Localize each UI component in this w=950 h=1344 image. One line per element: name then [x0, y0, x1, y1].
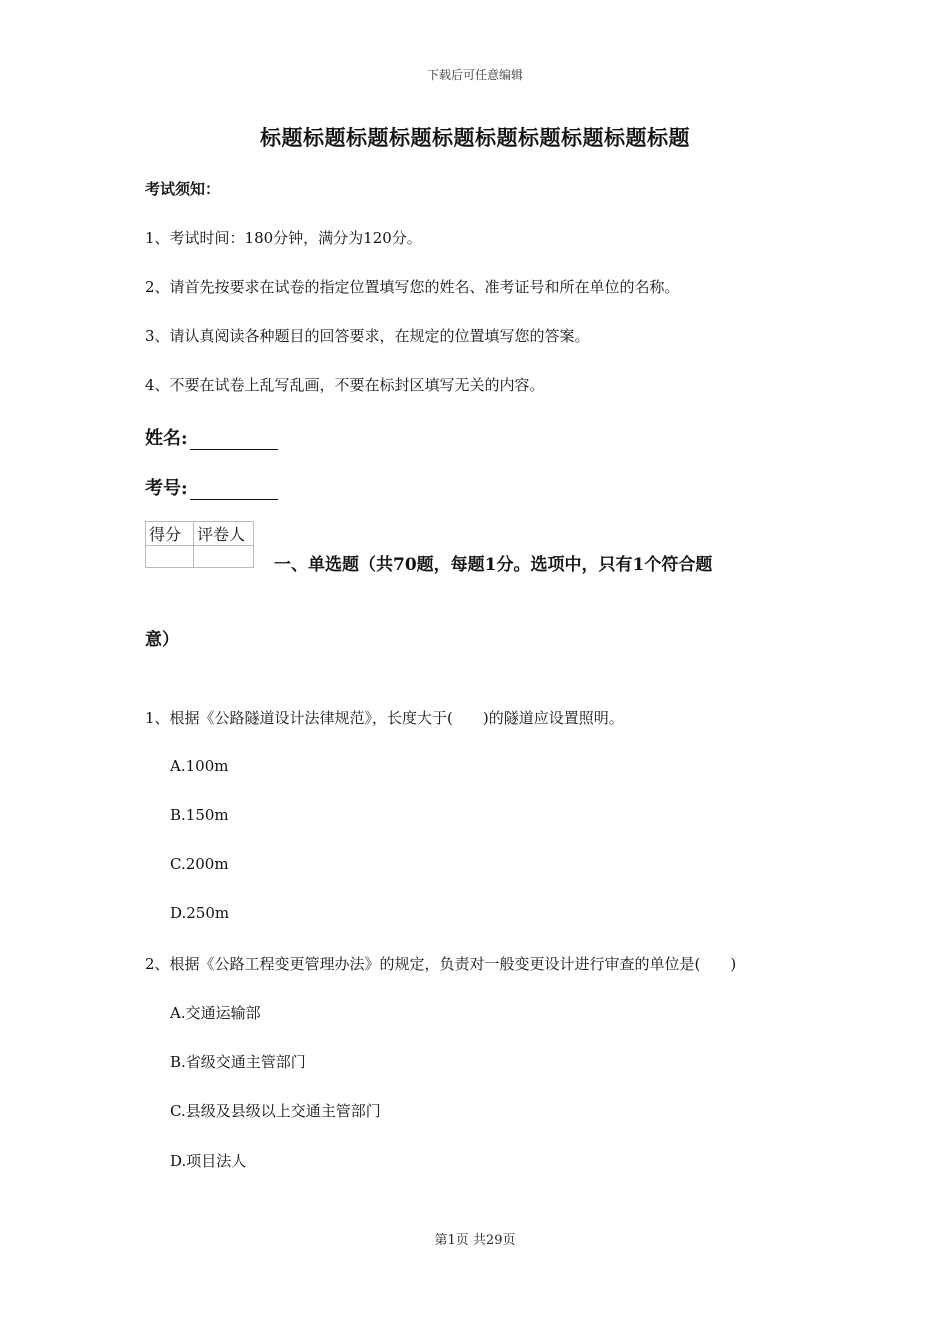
question-option[interactable]: D.项目法人	[170, 1152, 247, 1170]
question-option[interactable]: B.省级交通主管部门	[170, 1053, 306, 1071]
exam-id-field[interactable]	[145, 474, 278, 500]
name-label: 姓名:	[145, 428, 188, 449]
question-option[interactable]: A.交通运输部	[170, 1004, 261, 1022]
notice-heading: 考试须知：	[145, 180, 221, 198]
score-cell[interactable]	[146, 546, 194, 568]
section-heading-continued: 意）	[145, 630, 179, 650]
name-blank[interactable]	[190, 431, 278, 450]
notice-item: 3、请认真阅读各种题目的回答要求，在规定的位置填写您的答案。	[145, 327, 590, 345]
grader-header: 评卷人	[194, 522, 254, 546]
exam-id-blank[interactable]	[190, 481, 278, 500]
question-option[interactable]: C.县级及县级以上交通主管部门	[170, 1102, 381, 1120]
notice-item: 2、请首先按要求在试卷的指定位置填写您的姓名、准考证号和所在单位的名称。	[145, 278, 680, 296]
question-option[interactable]: A.100m	[170, 757, 229, 775]
question-option[interactable]: D.250m	[170, 904, 230, 922]
notice-item: 4、不要在试卷上乱写乱画，不要在标封区填写无关的内容。	[145, 376, 545, 394]
notice-item: 1、考试时间：180分钟，满分为120分。	[145, 229, 422, 247]
question-text: 1、根据《公路隧道设计法律规范》，长度大于( )的隧道应设置照明。	[145, 709, 624, 727]
score-table	[145, 521, 254, 568]
section-heading: 一、单选题（共70题，每题1分。选项中，只有1个符合题	[274, 555, 713, 575]
question-text: 2、根据《公路工程变更管理办法》的规定，负责对一般变更设计进行审查的单位是( )	[145, 955, 737, 973]
question-option[interactable]: C.200m	[170, 855, 229, 873]
score-header: 得分	[146, 522, 194, 546]
document-title: 标题标题标题标题标题标题标题标题标题标题	[260, 125, 690, 150]
name-field[interactable]	[145, 424, 278, 450]
exam-id-label: 考号:	[145, 478, 188, 499]
grader-cell[interactable]	[194, 546, 254, 568]
question-option[interactable]: B.150m	[170, 806, 229, 824]
page-number-footer: 第1页 共29页	[434, 1233, 516, 1248]
header-note: 下载后可任意编辑	[426, 68, 523, 82]
